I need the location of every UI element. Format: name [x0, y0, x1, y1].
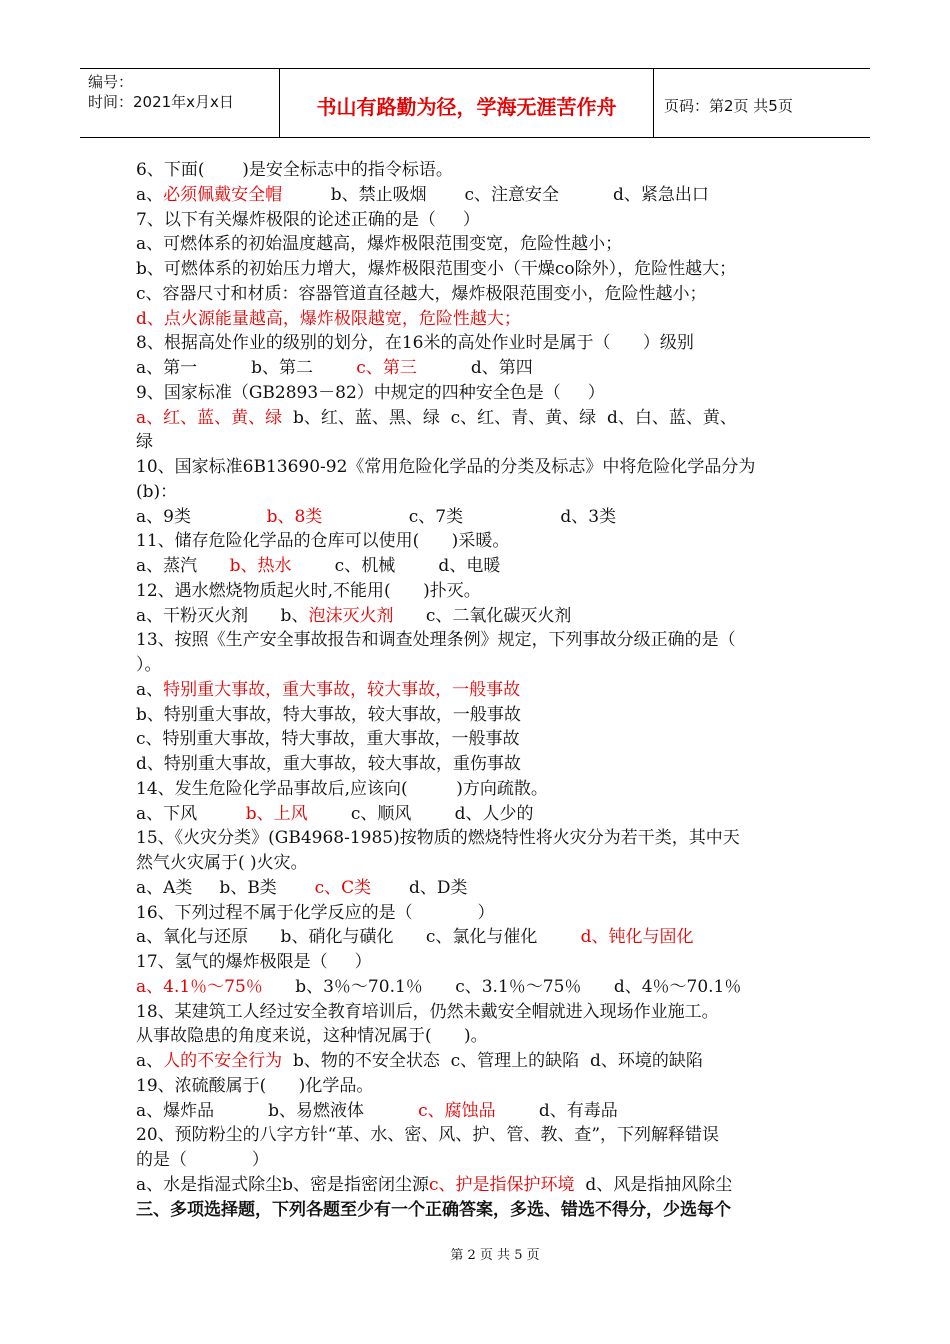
- line-text: c、7类 d、3类: [322, 506, 617, 527]
- answer-text: d、钝化与固化: [580, 927, 694, 948]
- line-text: 11、储存危险化学品的仓库可以使用( )采暖。: [136, 531, 510, 552]
- line-text: a、: [136, 1051, 164, 1071]
- text-line: [136, 505, 826, 530]
- header-page-number: 页码：第2页 共5页: [664, 96, 793, 115]
- line-text: b、禁止吸烟 c、注意安全 d、紧急出口: [282, 184, 709, 205]
- answer-text: 特别重大事故，重大事故，较大事故，一般事故: [163, 679, 521, 700]
- text-line: [136, 356, 826, 381]
- answer-text: c、C类: [314, 877, 372, 898]
- text-line: [136, 307, 826, 332]
- document-body: [136, 158, 826, 1222]
- doc-number-label: 编号：: [88, 73, 134, 91]
- text-line: [136, 1123, 826, 1148]
- line-text: c、二氧化碳灭火剂: [393, 605, 572, 626]
- text-line: [136, 802, 826, 827]
- line-text: d、风是指抽风除尘: [574, 1174, 733, 1195]
- text-line: [136, 925, 826, 950]
- line-text: 18、某建筑工人经过安全教育培训后，仍然未戴安全帽就进入现场作业施工。: [136, 1001, 719, 1022]
- text-line: [136, 604, 826, 629]
- line-text: 6、下面( )是安全标志中的指令标语。: [136, 160, 453, 180]
- text-line: [136, 282, 826, 307]
- line-text: d、D类: [371, 877, 468, 898]
- text-line: [136, 480, 826, 505]
- line-text: 从事故隐患的角度来说，这种情况属于( )。: [136, 1026, 488, 1047]
- text-line: [136, 975, 826, 1000]
- text-line: [136, 752, 826, 777]
- line-text: (b)：: [136, 481, 178, 502]
- line-text: 9、国家标准（GB2893－82）中规定的四种安全色是（ ）: [136, 382, 605, 403]
- line-text: a、蒸汽: [136, 556, 230, 576]
- line-text: c、特别重大事故，特大事故，重大事故，一般事故: [136, 729, 520, 750]
- text-line: [136, 455, 826, 480]
- answer-text: 泡沫灭火剂: [308, 605, 394, 626]
- line-text: 12、遇水燃烧物质起火时,不能用( )扑灭。: [136, 580, 481, 601]
- line-text: a、干粉灭火剂 b、: [136, 605, 309, 626]
- page-footer: 第 2 页 共 5 页: [450, 1248, 540, 1263]
- line-text: 绿: [136, 432, 153, 453]
- line-text: d、特别重大事故，重大事故，较大事故，重伤事故: [136, 754, 521, 774]
- text-line: [136, 628, 826, 653]
- line-text: a、氧化与还原 b、硝化与磺化 c、氯化与催化: [136, 927, 581, 948]
- line-text: b、可燃体系的初始压力增大，爆炸极限范围变小（干燥co除外），危险性越大；: [136, 259, 737, 279]
- text-line: [136, 1198, 826, 1223]
- answer-text: b、热水: [229, 556, 292, 576]
- line-text: 19、浓硫酸属于( )化学品。: [136, 1075, 374, 1096]
- answer-text: c、第三: [356, 358, 417, 378]
- line-text: 10、国家标准6B13690-92《常用危险化学品的分类及标志》中将危险化学品分为: [136, 457, 756, 477]
- answer-text: a、红、蓝、黄、绿: [136, 407, 283, 428]
- line-text: 15、《火灾分类》(GB4968-1985)按物质的燃烧特性将火灾分为若干类，其中天: [136, 828, 740, 849]
- line-text: a、水是指湿式除尘b、密是指密闭尘源: [136, 1174, 430, 1195]
- text-line: [136, 331, 826, 356]
- text-line: [136, 678, 826, 703]
- text-line: [136, 1000, 826, 1025]
- answer-text: 必须佩戴安全帽: [163, 184, 283, 205]
- line-text: d、第四: [416, 358, 533, 378]
- text-line: [136, 1049, 826, 1074]
- line-text: b、物的不安全状态 c、管理上的缺陷 d、环境的缺陷: [282, 1051, 703, 1071]
- text-line: [136, 901, 826, 926]
- text-line: [136, 406, 826, 431]
- line-text: c、顺风 d、人少的: [307, 803, 534, 824]
- line-text: a、9类: [136, 506, 267, 527]
- text-line: [136, 208, 826, 233]
- answer-text: b、上风: [245, 803, 308, 824]
- line-text: 14、发生危险化学品事故后,应该向( )方向疏散。: [136, 778, 548, 799]
- text-line: [136, 777, 826, 802]
- text-line: [136, 826, 826, 851]
- line-text: c、容器尺寸和材质：容器管道直径越大，爆炸极限范围变小，危险性越小；: [136, 283, 707, 304]
- line-text: 13、按照《生产安全事故报告和调查处理条例》规定，下列事故分级正确的是（: [136, 630, 736, 651]
- line-text: 16、下列过程不属于化学反应的是（ ）: [136, 902, 495, 923]
- text-line: [136, 950, 826, 975]
- line-text: a、第一 b、第二: [136, 358, 357, 378]
- line-text: c、机械 d、电暖: [291, 556, 501, 576]
- line-text: ）。: [136, 655, 162, 675]
- answer-text: d、点火源能量越高，爆炸极限越宽，危险性越大；: [136, 308, 521, 329]
- answer-text: c、腐蚀品: [418, 1100, 496, 1121]
- text-line: [136, 1099, 826, 1124]
- text-line: [136, 183, 826, 208]
- line-text: 17、氢气的爆炸极限是（ ）: [136, 952, 372, 972]
- text-line: [136, 232, 826, 257]
- text-line: [136, 1024, 826, 1049]
- text-line: [136, 579, 826, 604]
- text-line: [136, 1148, 826, 1173]
- line-text: 三、多项选择题，下列各题至少有一个正确答案，多选、错选不得分，少选每个: [136, 1199, 731, 1220]
- text-line: [136, 653, 826, 678]
- text-line: [136, 158, 826, 183]
- line-text: b、红、蓝、黑、绿 c、红、青、黄、绿 d、白、蓝、黄、: [282, 407, 737, 428]
- text-line: [136, 257, 826, 282]
- text-line: [136, 703, 826, 728]
- answer-text: c、护是指保护环境: [429, 1174, 575, 1195]
- text-line: [136, 381, 826, 406]
- line-text: 的是（ ）: [136, 1150, 269, 1170]
- doc-time-label: 时间：2021年x月x日: [88, 93, 234, 111]
- line-text: a、A类 b、B类: [136, 877, 315, 898]
- line-text: 20、预防粉尘的八字方针“革、水、密、风、护、管、教、查”，下列解释错误: [136, 1125, 720, 1146]
- line-text: 7、以下有关爆炸极限的论述正确的是（ ）: [136, 209, 480, 230]
- text-line: [136, 1173, 826, 1198]
- text-line: [136, 529, 826, 554]
- line-text: a、: [136, 679, 164, 700]
- line-text: b、3％～70.1％ c、3.1％～75％ d、4％～70.1％: [262, 976, 742, 997]
- line-text: b、特别重大事故，特大事故，较大事故，一般事故: [136, 704, 521, 725]
- text-line: [136, 1074, 826, 1099]
- line-text: a、爆炸品 b、易燃液体: [136, 1100, 419, 1121]
- line-text: a、下风: [136, 803, 246, 824]
- line-text: a、: [136, 184, 164, 205]
- text-line: [136, 430, 826, 455]
- text-line: [136, 876, 826, 901]
- answer-text: a、4.1％～75％: [136, 976, 263, 997]
- line-text: a、可燃体系的初始温度越高，爆炸极限范围变宽，危险性越小；: [136, 234, 623, 255]
- header-meta: [80, 69, 280, 137]
- answer-text: 人的不安全行为: [163, 1051, 283, 1071]
- text-line: [136, 554, 826, 579]
- line-text: d、有毒品: [495, 1100, 618, 1121]
- line-text: 然气火灾属于( )火灾。: [136, 853, 308, 873]
- line-text: 8、根据高处作业的级别的划分，在16米的高处作业时是属于（ ）级别: [136, 333, 694, 354]
- page-header: [80, 68, 870, 138]
- answer-text: b、8类: [266, 506, 323, 527]
- text-line: [136, 727, 826, 752]
- header-motto: 书山有路勤为径，学海无涯苦作舟: [280, 69, 654, 137]
- text-line: [136, 851, 826, 876]
